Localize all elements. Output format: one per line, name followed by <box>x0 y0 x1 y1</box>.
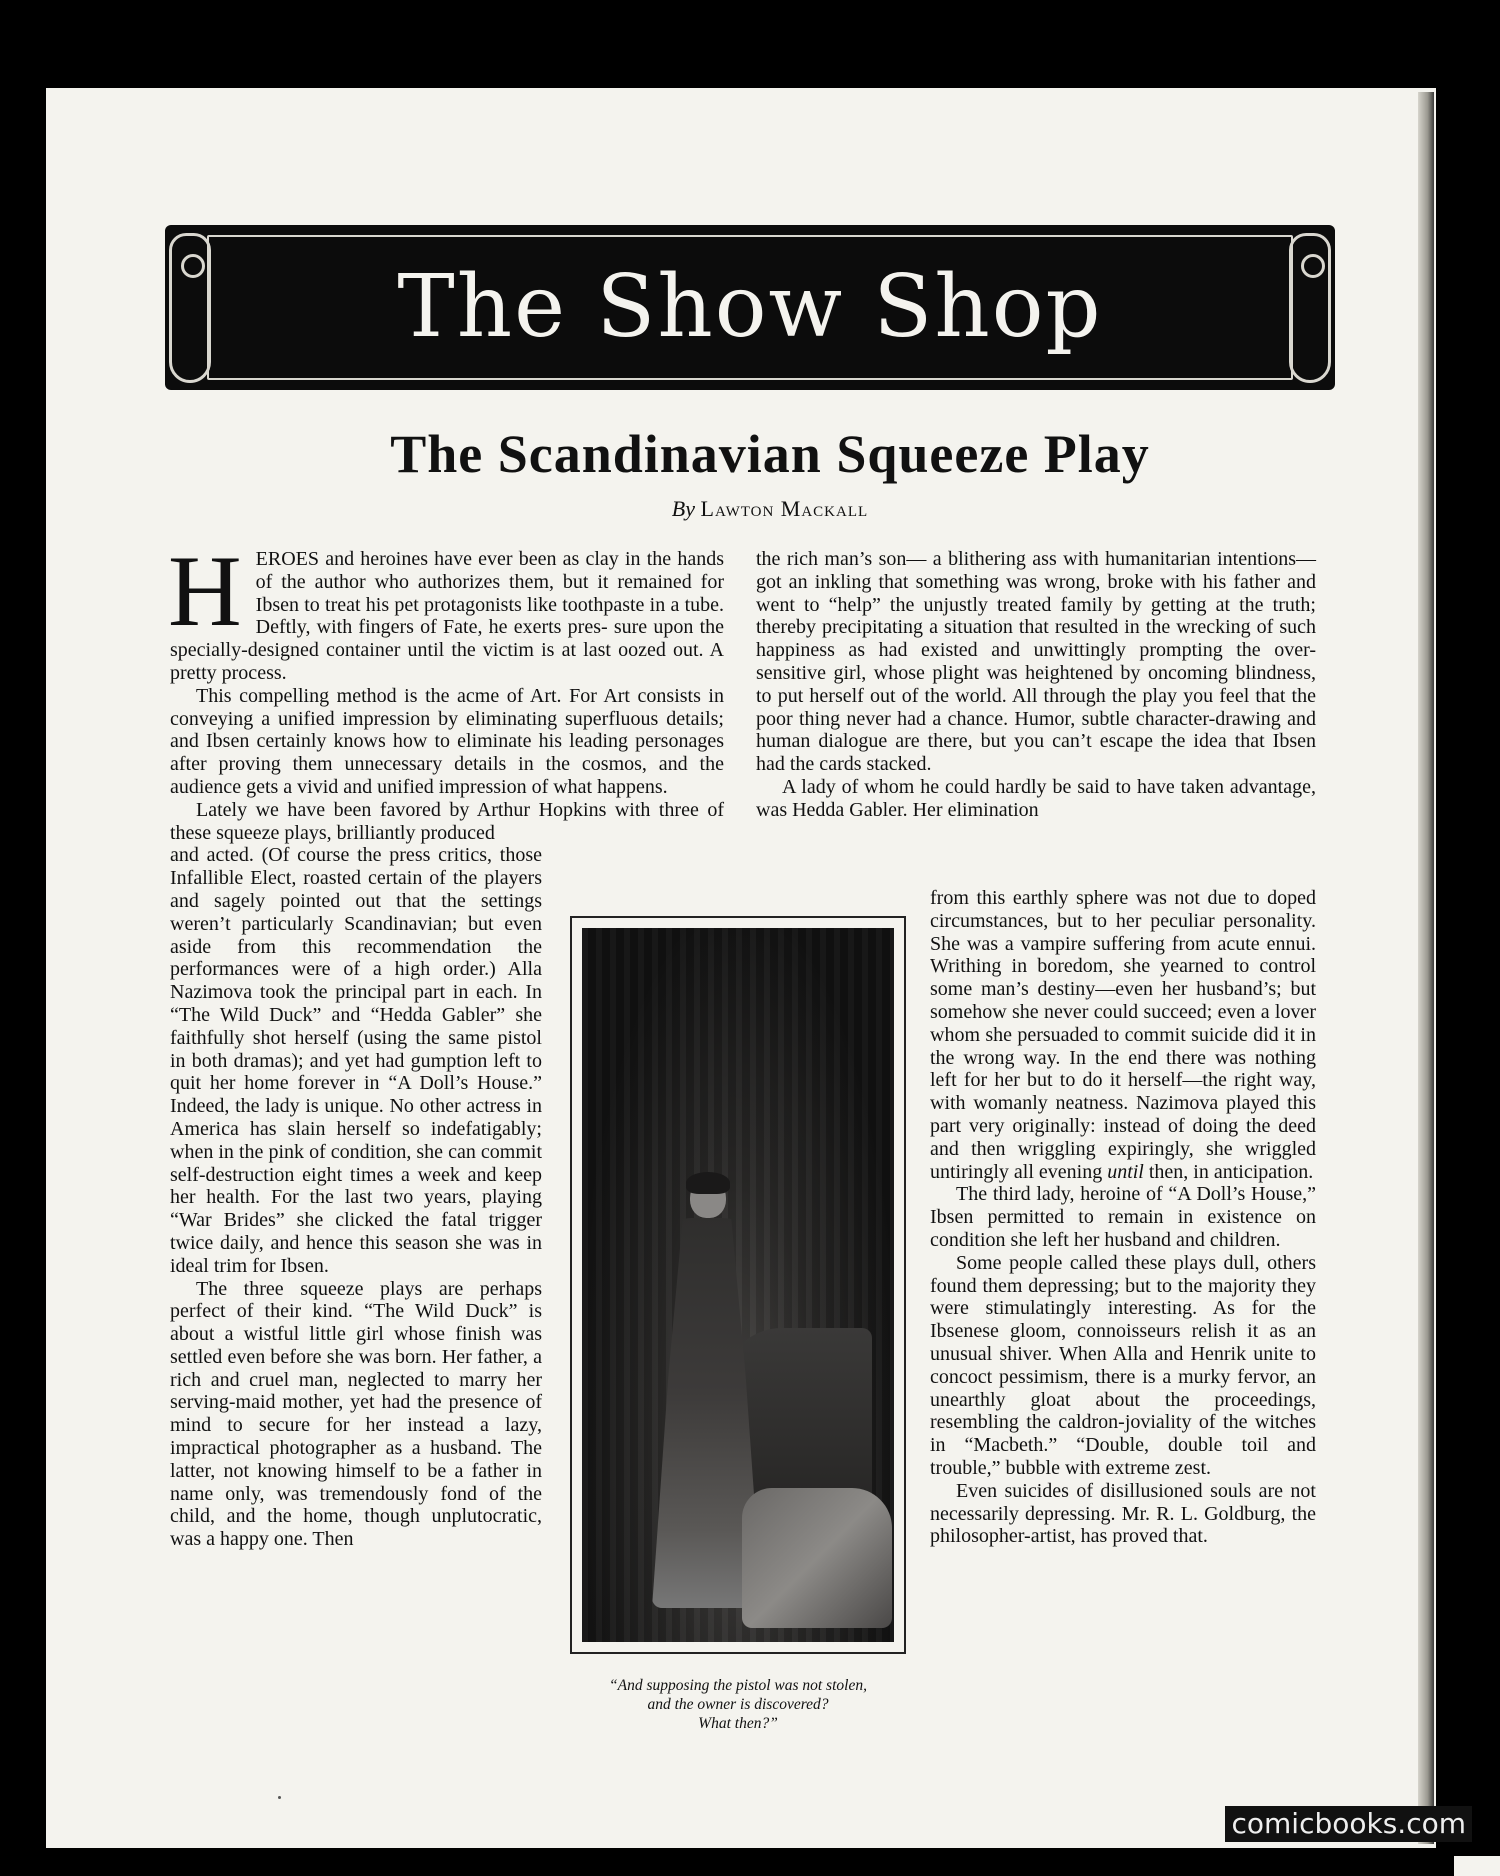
photo-frame <box>570 916 906 1654</box>
banner-title: The Show Shop <box>397 257 1103 357</box>
paragraph-6-end: then, in anticipation. <box>1148 1160 1314 1183</box>
paragraph-6-italic: until <box>1107 1160 1144 1183</box>
paragraph-6-wide: A lady of whom he could hardly be said to have taken advantage, was Hedda Gabler. Her elimination <box>756 775 1316 821</box>
paragraph-7: The third lady, heroine of “A Doll’s House,” Ibsen permitted to remain in existence on condition she left her husband and children. <box>930 1183 1316 1251</box>
caption-line-3: What then?” <box>698 1715 778 1732</box>
drop-cap: H <box>168 535 242 648</box>
article-byline <box>160 494 1380 524</box>
site-watermark: comicbooks.com <box>1225 1806 1472 1842</box>
paragraph-6-body: from this earthly sphere was not due to doped circumstances, but to her peculiar personality. She was a vampire suffering from acute ennui. Writhing in boredom, she yearned to control some man’s destiny—even her husband’s; but somehow she never could succeed; even a lover whom she persuaded to commit suicide did it in the wrong way. In the end there was nothing left for her but to do it herself—the right way, with womanly neatness. Nazimova played this part very originally: instead of doing the deed and then wriggling expiringly, she wriggled untiringly all evening <box>930 887 1316 1183</box>
paragraph-3-narrow: and acted. (Of course the press critics, those Infallible Elect, roasted certain of the players and sagely pointed out that the settings weren’t particularly Scandinavian; but even aside from this recommendation the performances were of a high order.) Alla Nazimova took the principal part in each. In “The Wild Duck” and “Hedda Gabler” she faithfully shot herself (using the same pistol in both dramas); and yet had gumption left to quit her home forever in “A Doll’s House.” Indeed, the lady is unique. No other actress in America has slain herself so indefatigably; when in the pink of condition, she can commit self-destruction eight times a week and keep her health. For the last two years, playing “War Brides” she clicked the fatal trigger twice daily, and hence this season she was in ideal trim for Ibsen. <box>170 844 542 1277</box>
stage-photo <box>582 928 894 1642</box>
article-column-right-narrow <box>930 887 1316 1548</box>
left-narrow-block <box>170 844 542 1551</box>
actress-hair <box>686 1172 730 1194</box>
article-headline: The Scandinavian Squeeze Play <box>390 424 1150 484</box>
facing-page-edge <box>1418 92 1434 1844</box>
paragraph-2: This compelling method is the acme of Art. For Art consists in conveying a unified impression by eliminating superfluous details; and Ibsen certainly knows how to eliminate his leading personages after proving them unnecessary details in the cosmos, and the audience gets a vivid and unified impression of what happens. <box>170 684 724 798</box>
photo-caption <box>560 1676 916 1733</box>
article-column-right <box>756 548 1316 822</box>
paragraph-1-opening: EROES and heroines have ever been as clay in the hands of the author who authorizes them, but it remained for Ibsen to treat his pet protagonists like toothpaste in a tube. Deftly, with fingers of Fate, he exerts pres- <box>255 548 724 639</box>
byline-prefix: By <box>671 496 695 521</box>
caption-line-1: “And supposing the pistol was not stolen, <box>609 1677 867 1694</box>
paragraph-9: Even suicides of disillusioned souls are not necessarily depressing. Mr. R. L. Goldburg, the philosopher-artist, has proved that. <box>930 1479 1316 1548</box>
paragraph-1-rest: sure upon the specially-designed container until the victim is at last oozed out. A pretty process. <box>170 616 725 684</box>
corner-mark <box>1454 1856 1500 1876</box>
paragraph-4: The three squeeze plays are perhaps perfect of their kind. “The Wild Duck” is about a wistful little girl whose finish was settled even before she was born. Her father, a rich and cruel man, neglected to marry her serving-maid mother, yet had the presence of mind to secure for her instead a lazy, impractical photographer as a husband. The latter, not knowing himself to be a father in name only, was tremendously fond of the child, and the home, though unplutocratic, was a happy one. Then <box>170 1277 542 1551</box>
paragraph-1 <box>168 535 725 685</box>
section-banner <box>165 225 1335 390</box>
paragraph-3-wide: Lately we have been favored by Arthur Hopkins with three of these squeeze plays, brilliantly produced <box>170 798 724 844</box>
page-speck <box>278 1796 281 1799</box>
caption-line-2: and the owner is discovered? <box>647 1696 829 1713</box>
paragraph-5: the rich man’s son— a blithering ass with humanitarian intentions—got an inkling that something was wrong, broke with his father and went to “help” the unjustly treated family by getting at the truth; thereby precipitating a situation that resulted in the wrecking of such happiness as had existed and unwittingly prompting the over-sensitive girl, whose plight was heightened by oncoming blindness, to put herself out of the world. All through the play you feel that the poor thing never had a chance. Humor, subtle character-drawing and human dialogue are there, but you can’t escape the idea that Ibsen had the cards stacked. <box>756 548 1316 776</box>
paragraph-6-narrow <box>930 887 1316 1183</box>
byline-author: Lawton Mackall <box>700 496 869 521</box>
paragraph-8: Some people called these plays dull, others found them depressing; but to the majority they were stimulatingly interesting. As for the Ibsenese gloom, connoisseurs relish it as an unusual shiver. When Alla and Henrik unite to concoct pessimism, there is a murky fervor, an unearthly gloat about the proceedings, resembling the caldron-joviality of the witches in “Macbeth.” “Double, double toil and trouble,” bubble with extreme zest. <box>930 1251 1316 1479</box>
drapery-shape <box>742 1488 892 1628</box>
